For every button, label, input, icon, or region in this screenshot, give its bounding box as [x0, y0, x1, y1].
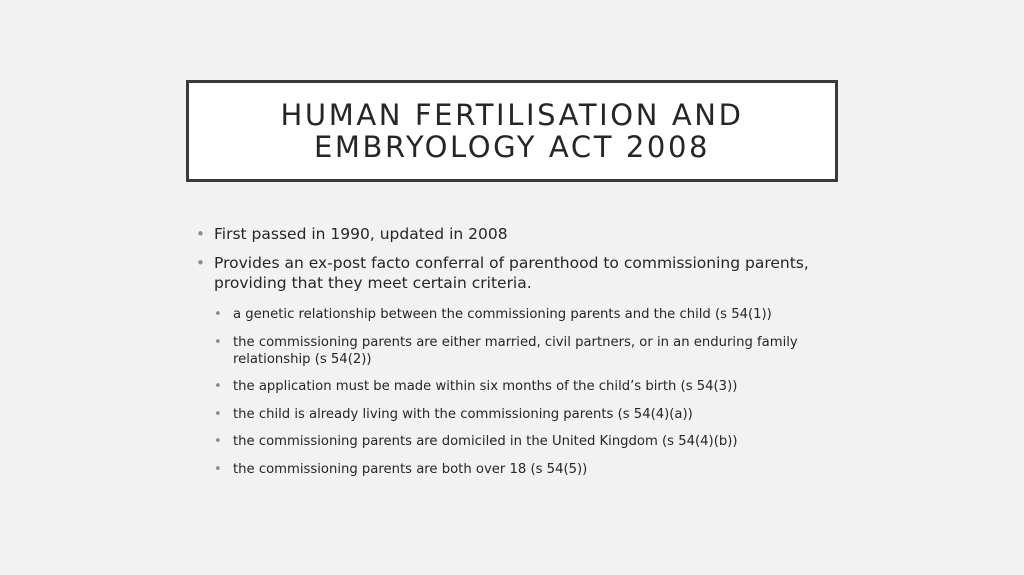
sub-bullet-text: the child is already living with the commissioning parents (s 54(4)(a)) [233, 406, 693, 422]
bullet-item [196, 224, 816, 244]
bullet-marker: • [196, 225, 205, 243]
sub-bullet-marker: • [214, 434, 222, 449]
sub-bullet-item [196, 306, 816, 323]
sub-bullet-text: the commissioning parents are both over 18 (s 54(5)) [233, 461, 588, 477]
sub-bullet-marker: • [214, 307, 222, 322]
slide-content [196, 224, 816, 488]
bullet-item [196, 253, 816, 293]
title-line-1: HUMAN FERTILISATION AND [280, 98, 744, 132]
sub-bullet-list [196, 306, 816, 478]
bullet-marker: • [196, 254, 205, 272]
sub-bullet-text: the commissioning parents are domiciled in the United Kingdom (s 54(4)(b)) [233, 434, 738, 449]
sub-bullet-text: the commissioning parents are either married, civil partners, or in an enduring family relationship (s 54(2)) [233, 334, 798, 367]
sub-bullet-item [196, 461, 816, 478]
bullet-text: Provides an ex-post facto conferral of parenthood to commissioning parents, providing that they meet certain criteria. [214, 254, 809, 292]
sub-bullet-marker: • [214, 461, 222, 477]
sub-bullet-text: the application must be made within six months of the child’s birth (s 54(3)) [233, 379, 738, 394]
sub-bullet-marker: • [214, 379, 222, 394]
sub-bullet-marker: • [214, 406, 222, 422]
sub-bullet-marker: • [214, 334, 222, 350]
sub-bullet-item [196, 406, 816, 423]
title-box [186, 80, 838, 182]
sub-bullet-item [196, 378, 816, 395]
title-line-2: EMBRYOLOGY ACT 2008 [313, 130, 711, 164]
bullet-text: First passed in 1990, updated in 2008 [214, 225, 508, 243]
sub-bullet-item [196, 433, 816, 450]
slide-title [280, 99, 743, 163]
sub-bullet-text: a genetic relationship between the commissioning parents and the child (s 54(1)) [233, 307, 772, 322]
sub-bullet-item [196, 334, 816, 368]
